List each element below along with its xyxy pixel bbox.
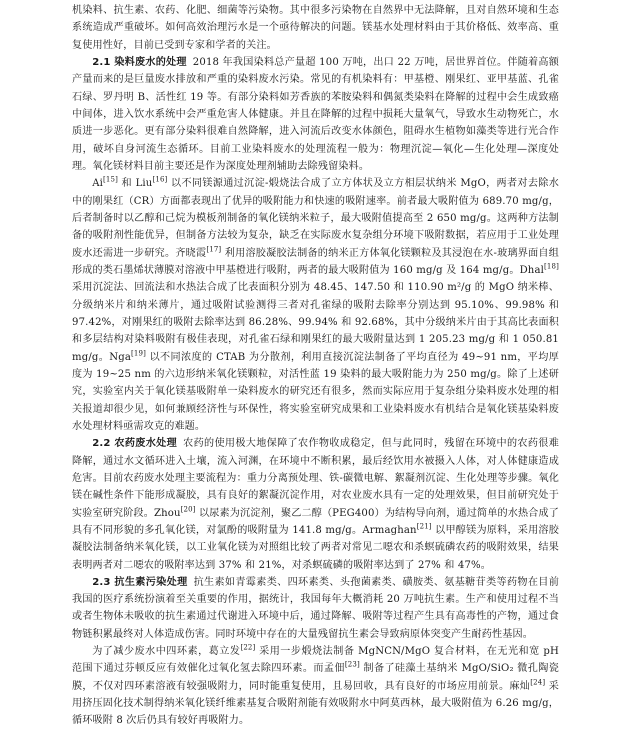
section-heading: 2.2 农药废水处理: [92, 438, 178, 450]
section-heading: 2.1 染料废水的处理: [92, 56, 187, 68]
section-2-3-antibiotic-pollution: [72, 574, 559, 643]
section-2-1-dye-wastewater: [72, 54, 559, 175]
paragraph-text: 机染料、抗生素、农药、化肥、细菌等污染物。其中很多污染物在自然界中无法降解，且对自然环境和生态系统造成严重破坏。如何高效治理污水是一个亟待解决的问题。镁基水处理材料由于其价格低、效率高、重复使用性好，目前已受到专家和学者的关注。: [72, 5, 559, 51]
section-2-2-pesticide-wastewater: [72, 435, 559, 574]
paragraph-text: 农药的使用极大地保障了农作物收成稳定，但与此同时，残留在环境中的农药很难降解，通过水文循环进入土壤，流入河渊，在环境中不断积累，最后经饮用水被摄入人体，对人体健康造成危害。目前农药废水处理主要流程为：重力分离预处理、铁-碳微电解、絮凝剂沉淀、生化处理等步骤。氧化镁在碱性条件下能形成凝胶，具有良好的絮凝沉淀作用，对农业废水具有一定的处理效果，但目前研究处于实验室研究阶段。Zhou[20] 以尿素为沉淀剂，聚乙二醇（PEG400）为结构导向剂，通过简单的水热合成了具有不同形貌的多孔氧化镁，对氯酚的吸附量为 141.8 mg/g。Armaghan[21] 以甲醇镁为原料，采用溶胶凝胶法制备纳米氧化镁，以工业氧化镁为对照组比较了两者对常见二噁农和杀螟硫磷农药的吸附效果，结果表明两者对二噁农的吸附率达到 37% 和 21%，对杀螟硫磷的吸附率达到了 27% 和 47%。: [72, 438, 559, 571]
paragraph-tetracycline-removal: [72, 643, 559, 730]
paragraph-text: Ai[15] 和 Liu[16] 以不同镁源通过沉淀-煅烧法合成了立方体状及立方相层状纳米 MgO，两者对去除水中的刚果红（CR）方面都表现出了优异的吸附能力和快速的吸附速率。前者最大吸附值为 689.70 mg/g，后者制备时以乙醇和己烷为模板剂制备的氧化镁纳米粒子，最大吸附值提高至 2 650 mg/g。这两种方法制备的吸附剂性能优异，但制备方法较为复杂，缺乏在实际废水复杂组分环境下吸附数据，若应用于工业处理废水还需进一步研究。齐晓霞[17] 利用溶胶凝胶法制备的纳米正方体氧化镁颗粒及其浸泡在水-玻璃界面自组形成的类石墨烯状薄膜对溶液中甲基橙进行吸附，两者的最大吸附值为 160 mg/g 及 164 mg/g。Dhal[18] 采用沉淀法、回流法和水热法合成了比表面积分别为 48.45、147.50 和 110.90 m²/g 的 MgO 纳米棒、分级纳米片和纳米薄片，通过吸附试验测得三者对孔雀绿的吸附去除率分别达到 95.10%、99.98% 和 97.42%，对刚果红的吸附去除率达到 86.28%、99.94% 和 92.68%，其中分级纳米片由于其高比表面积和多层结构对染料吸附有极佳表现，对孔雀石绿和刚果红的最大吸附量达到 1 205.23 mg/g 和 1 050.81 mg/g。Nga[19] 以不同浓度的 CTAB 为分散剂，利用直接沉淀法制备了平均直径为 49~91 nm，平均厚度为 19~25 nm 的六边形纳米氧化镁颗粒，对活性蓝 19 染料的最大吸附能力为 250 mg/g。除了上述研究，实验室内关于氧化镁基吸附单一染料废水的研究还有很多，然而实际应用于复杂组分染料废水处理的相关报道却很少见，如何兼顾经济性与环保性，将实验室研究成果和工业染料废水有机结合是氧化镁基染料废水处理材料亟需攻克的难题。: [72, 175, 560, 432]
paragraph-text: 为了减少废水中四环素，葛立发[22] 采用一步煅烧法制备 MgNCN/MgO 复合材料，在无光和宽 pH 范围下通过芬顿反应有效催化过氧化氢去除四环素。而孟佃[23] 制备了硅藻土基纳米 MgO/SiO₂ 微孔陶瓷膜，不仅对四环素溶液有较强吸附力，同时能重复使用，且易回收，具有良好的市场应用前景。麻灿[24] 采用挤压固化技术制得纳米氧化镁纤维素基复合吸附剂能有效吸附水中阿莫西林，最大吸附值为 6.26 mg/g，循环吸附 8 次后仍具有较好再吸附力。: [72, 643, 559, 727]
paragraph-mgo-dye-adsorption: [72, 175, 559, 435]
paragraph-intro-continued: [72, 2, 559, 54]
section-heading: 2.3 抗生素污染处理: [92, 576, 188, 588]
paragraph-text: 抗生素如青霉素类、四环素类、头孢菌素类、磺胺类、氨基糖苷类等药物在目前我国的医疗系统扮演着至关重要的作用，据统计，我国每年大概消耗 20 万吨抗生素。生产和使用过程不当或者生物体未吸收的抗生素通过代谢进入环境中后，通过降解、吸附等过程产生具有高毒性的产物，通过食物链积累最终对人体造成伤害。同时环境中存在的大量残留抗生素会导致病原体突变产生耐药性基因。: [72, 576, 559, 640]
paragraph-text: 2018 年我国染料总产量超 100 万吨，出口 22 万吨，居世界首位。伴随着高额产量而来的是巨量废水排放和严重的染料废水污染。常见的有机染料有：甲基橙、刚果红、亚甲基蓝、孔雀石绿、罗丹明 B、活性红 19 等。有部分染料如芳香族的苯胺染料和偶氮类染料在降解的过程中会生成致癌中间体，进入饮水系统中会严重危害人体健康。并且在降解的过程中损耗大量氧气，导致水生动物死亡，水质进一步恶化。更有部分染料很难自然降解，进入河流后改变水体颜色，阻碍水生植物如藻类等进行光合作用，破坏自身河流生态循环。目前工业染料废水的处理流程一般为：物理沉淀—氧化—生化处理—深度处理。氧化镁材料目前主要还是作为深度处理剂辅助去除残留染料。: [72, 56, 559, 172]
